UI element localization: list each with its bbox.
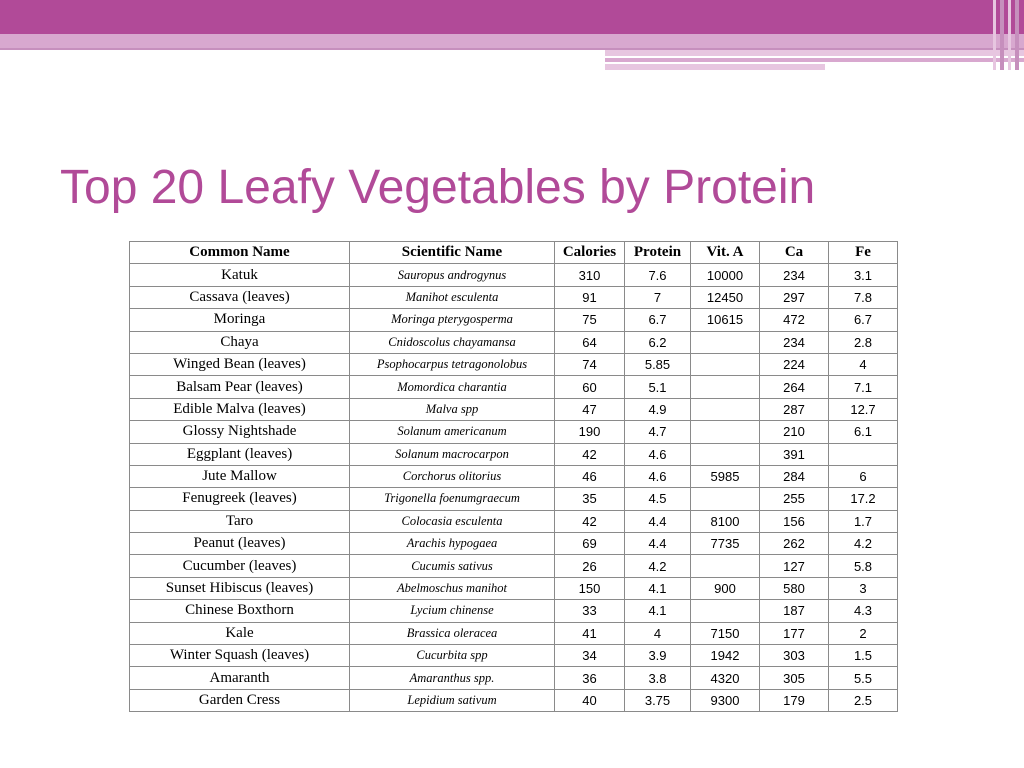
- cell-fe: 2.8: [829, 331, 898, 353]
- cell-scientific-name: Solanum americanum: [350, 421, 555, 443]
- cell-protein: 5.85: [625, 353, 691, 375]
- decor-vertical-bar: [1015, 0, 1019, 70]
- cell-vit-a: 5985: [691, 465, 760, 487]
- cell-scientific-name: Psophocarpus tetragonolobus: [350, 353, 555, 375]
- cell-vit-a: [691, 555, 760, 577]
- cell-vit-a: [691, 376, 760, 398]
- cell-ca: 262: [760, 533, 829, 555]
- cell-vit-a: [691, 600, 760, 622]
- cell-scientific-name: Brassica oleracea: [350, 622, 555, 644]
- cell-fe: 1.5: [829, 645, 898, 667]
- cell-common-name: Winged Bean (leaves): [130, 353, 350, 375]
- cell-ca: 297: [760, 286, 829, 308]
- cell-scientific-name: Manihot esculenta: [350, 286, 555, 308]
- cell-vit-a: [691, 331, 760, 353]
- cell-ca: 156: [760, 510, 829, 532]
- cell-scientific-name: Solanum macrocarpon: [350, 443, 555, 465]
- cell-fe: 6.7: [829, 309, 898, 331]
- cell-scientific-name: Colocasia esculenta: [350, 510, 555, 532]
- slide-title: Top 20 Leafy Vegetables by Protein: [60, 161, 816, 214]
- cell-fe: 2: [829, 622, 898, 644]
- cell-protein: 7.6: [625, 264, 691, 286]
- table-row: [130, 555, 898, 577]
- cell-ca: 303: [760, 645, 829, 667]
- table-row: [130, 488, 898, 510]
- cell-calories: 42: [555, 510, 625, 532]
- cell-ca: 187: [760, 600, 829, 622]
- cell-scientific-name: Amaranthus spp.: [350, 667, 555, 689]
- cell-calories: 150: [555, 577, 625, 599]
- cell-ca: 255: [760, 488, 829, 510]
- cell-scientific-name: Moringa pterygosperma: [350, 309, 555, 331]
- cell-vit-a: [691, 443, 760, 465]
- cell-protein: 3.75: [625, 689, 691, 711]
- cell-scientific-name: Trigonella foenumgraecum: [350, 488, 555, 510]
- cell-ca: 305: [760, 667, 829, 689]
- cell-ca: 264: [760, 376, 829, 398]
- cell-vit-a: [691, 353, 760, 375]
- table-row: [130, 376, 898, 398]
- cell-calories: 26: [555, 555, 625, 577]
- cell-ca: 210: [760, 421, 829, 443]
- table-row: [130, 421, 898, 443]
- cell-calories: 35: [555, 488, 625, 510]
- column-header-protein: Protein: [625, 242, 691, 264]
- table-row: [130, 622, 898, 644]
- cell-calories: 34: [555, 645, 625, 667]
- cell-calories: 91: [555, 286, 625, 308]
- cell-calories: 41: [555, 622, 625, 644]
- cell-common-name: Peanut (leaves): [130, 533, 350, 555]
- cell-fe: 3: [829, 577, 898, 599]
- cell-common-name: Kale: [130, 622, 350, 644]
- table-row: [130, 443, 898, 465]
- cell-fe: 1.7: [829, 510, 898, 532]
- decor-strip: [605, 64, 825, 70]
- decor-strip: [605, 58, 1024, 62]
- cell-vit-a: 7150: [691, 622, 760, 644]
- cell-common-name: Winter Squash (leaves): [130, 645, 350, 667]
- nutrition-table: [129, 241, 898, 712]
- cell-protein: 7: [625, 286, 691, 308]
- cell-protein: 4.1: [625, 577, 691, 599]
- cell-calories: 190: [555, 421, 625, 443]
- cell-fe: 5.5: [829, 667, 898, 689]
- cell-protein: 6.7: [625, 309, 691, 331]
- cell-calories: 36: [555, 667, 625, 689]
- cell-vit-a: 8100: [691, 510, 760, 532]
- cell-vit-a: 900: [691, 577, 760, 599]
- cell-common-name: Jute Mallow: [130, 465, 350, 487]
- column-header-vit-a: Vit. A: [691, 242, 760, 264]
- cell-common-name: Fenugreek (leaves): [130, 488, 350, 510]
- cell-calories: 60: [555, 376, 625, 398]
- cell-vit-a: 7735: [691, 533, 760, 555]
- table-row: [130, 286, 898, 308]
- table-row: [130, 331, 898, 353]
- column-header-common-name: Common Name: [130, 242, 350, 264]
- cell-protein: 4.9: [625, 398, 691, 420]
- cell-protein: 4.5: [625, 488, 691, 510]
- cell-ca: 179: [760, 689, 829, 711]
- cell-calories: 310: [555, 264, 625, 286]
- cell-calories: 46: [555, 465, 625, 487]
- nutrition-table-container: [129, 241, 899, 720]
- cell-scientific-name: Lepidium sativum: [350, 689, 555, 711]
- cell-vit-a: 10000: [691, 264, 760, 286]
- cell-ca: 391: [760, 443, 829, 465]
- cell-common-name: Cassava (leaves): [130, 286, 350, 308]
- cell-common-name: Katuk: [130, 264, 350, 286]
- table-row: [130, 667, 898, 689]
- header-band: [0, 0, 1024, 34]
- cell-fe: 4.3: [829, 600, 898, 622]
- cell-vit-a: 10615: [691, 309, 760, 331]
- cell-common-name: Garden Cress: [130, 689, 350, 711]
- cell-fe: 4.2: [829, 533, 898, 555]
- cell-vit-a: [691, 488, 760, 510]
- decor-vertical-bar: [993, 0, 996, 70]
- cell-fe: 6.1: [829, 421, 898, 443]
- cell-common-name: Balsam Pear (leaves): [130, 376, 350, 398]
- cell-scientific-name: Lycium chinense: [350, 600, 555, 622]
- table-row: [130, 600, 898, 622]
- cell-common-name: Glossy Nightshade: [130, 421, 350, 443]
- cell-ca: 127: [760, 555, 829, 577]
- cell-scientific-name: Abelmoschus manihot: [350, 577, 555, 599]
- cell-ca: 472: [760, 309, 829, 331]
- cell-scientific-name: Arachis hypogaea: [350, 533, 555, 555]
- cell-scientific-name: Malva spp: [350, 398, 555, 420]
- cell-ca: 234: [760, 331, 829, 353]
- table-row: [130, 465, 898, 487]
- cell-common-name: Cucumber (leaves): [130, 555, 350, 577]
- cell-calories: 42: [555, 443, 625, 465]
- table-row: [130, 398, 898, 420]
- cell-fe: 3.1: [829, 264, 898, 286]
- table-row: [130, 353, 898, 375]
- cell-common-name: Edible Malva (leaves): [130, 398, 350, 420]
- cell-scientific-name: Sauropus androgynus: [350, 264, 555, 286]
- cell-calories: 69: [555, 533, 625, 555]
- cell-fe: 17.2: [829, 488, 898, 510]
- cell-fe: 12.7: [829, 398, 898, 420]
- cell-fe: 7.1: [829, 376, 898, 398]
- cell-scientific-name: Cucurbita spp: [350, 645, 555, 667]
- cell-protein: 3.9: [625, 645, 691, 667]
- table-row: [130, 645, 898, 667]
- cell-protein: 4.1: [625, 600, 691, 622]
- cell-fe: [829, 443, 898, 465]
- decor-strip: [605, 50, 1024, 56]
- cell-vit-a: [691, 421, 760, 443]
- cell-fe: 7.8: [829, 286, 898, 308]
- cell-protein: 4.6: [625, 465, 691, 487]
- cell-fe: 2.5: [829, 689, 898, 711]
- cell-protein: 3.8: [625, 667, 691, 689]
- table-row: [130, 309, 898, 331]
- column-header-scientific-name: Scientific Name: [350, 242, 555, 264]
- cell-protein: 5.1: [625, 376, 691, 398]
- table-row: [130, 510, 898, 532]
- header-band-light: [0, 34, 1024, 48]
- cell-common-name: Taro: [130, 510, 350, 532]
- table-row: [130, 264, 898, 286]
- cell-fe: 4: [829, 353, 898, 375]
- cell-scientific-name: Cnidoscolus chayamansa: [350, 331, 555, 353]
- cell-common-name: Chaya: [130, 331, 350, 353]
- table-row: [130, 689, 898, 711]
- cell-protein: 4.7: [625, 421, 691, 443]
- cell-ca: 234: [760, 264, 829, 286]
- cell-calories: 75: [555, 309, 625, 331]
- cell-protein: 6.2: [625, 331, 691, 353]
- cell-vit-a: 4320: [691, 667, 760, 689]
- cell-vit-a: 1942: [691, 645, 760, 667]
- cell-common-name: Moringa: [130, 309, 350, 331]
- decor-vertical-bar: [1008, 0, 1011, 70]
- cell-common-name: Amaranth: [130, 667, 350, 689]
- cell-common-name: Chinese Boxthorn: [130, 600, 350, 622]
- cell-scientific-name: Momordica charantia: [350, 376, 555, 398]
- column-header-calories: Calories: [555, 242, 625, 264]
- cell-calories: 74: [555, 353, 625, 375]
- table-row: [130, 577, 898, 599]
- column-header-fe: Fe: [829, 242, 898, 264]
- cell-scientific-name: Cucumis sativus: [350, 555, 555, 577]
- cell-protein: 4: [625, 622, 691, 644]
- cell-protein: 4.2: [625, 555, 691, 577]
- cell-protein: 4.6: [625, 443, 691, 465]
- cell-scientific-name: Corchorus olitorius: [350, 465, 555, 487]
- cell-ca: 284: [760, 465, 829, 487]
- cell-protein: 4.4: [625, 533, 691, 555]
- cell-vit-a: 12450: [691, 286, 760, 308]
- table-row: [130, 533, 898, 555]
- cell-ca: 177: [760, 622, 829, 644]
- cell-ca: 287: [760, 398, 829, 420]
- cell-calories: 47: [555, 398, 625, 420]
- cell-protein: 4.4: [625, 510, 691, 532]
- cell-calories: 64: [555, 331, 625, 353]
- cell-vit-a: 9300: [691, 689, 760, 711]
- cell-ca: 580: [760, 577, 829, 599]
- cell-fe: 6: [829, 465, 898, 487]
- cell-ca: 224: [760, 353, 829, 375]
- cell-common-name: Eggplant (leaves): [130, 443, 350, 465]
- cell-fe: 5.8: [829, 555, 898, 577]
- cell-calories: 33: [555, 600, 625, 622]
- table-header-row: [130, 242, 898, 264]
- cell-common-name: Sunset Hibiscus (leaves): [130, 577, 350, 599]
- cell-vit-a: [691, 398, 760, 420]
- column-header-ca: Ca: [760, 242, 829, 264]
- cell-calories: 40: [555, 689, 625, 711]
- decor-vertical-bar: [1000, 0, 1004, 70]
